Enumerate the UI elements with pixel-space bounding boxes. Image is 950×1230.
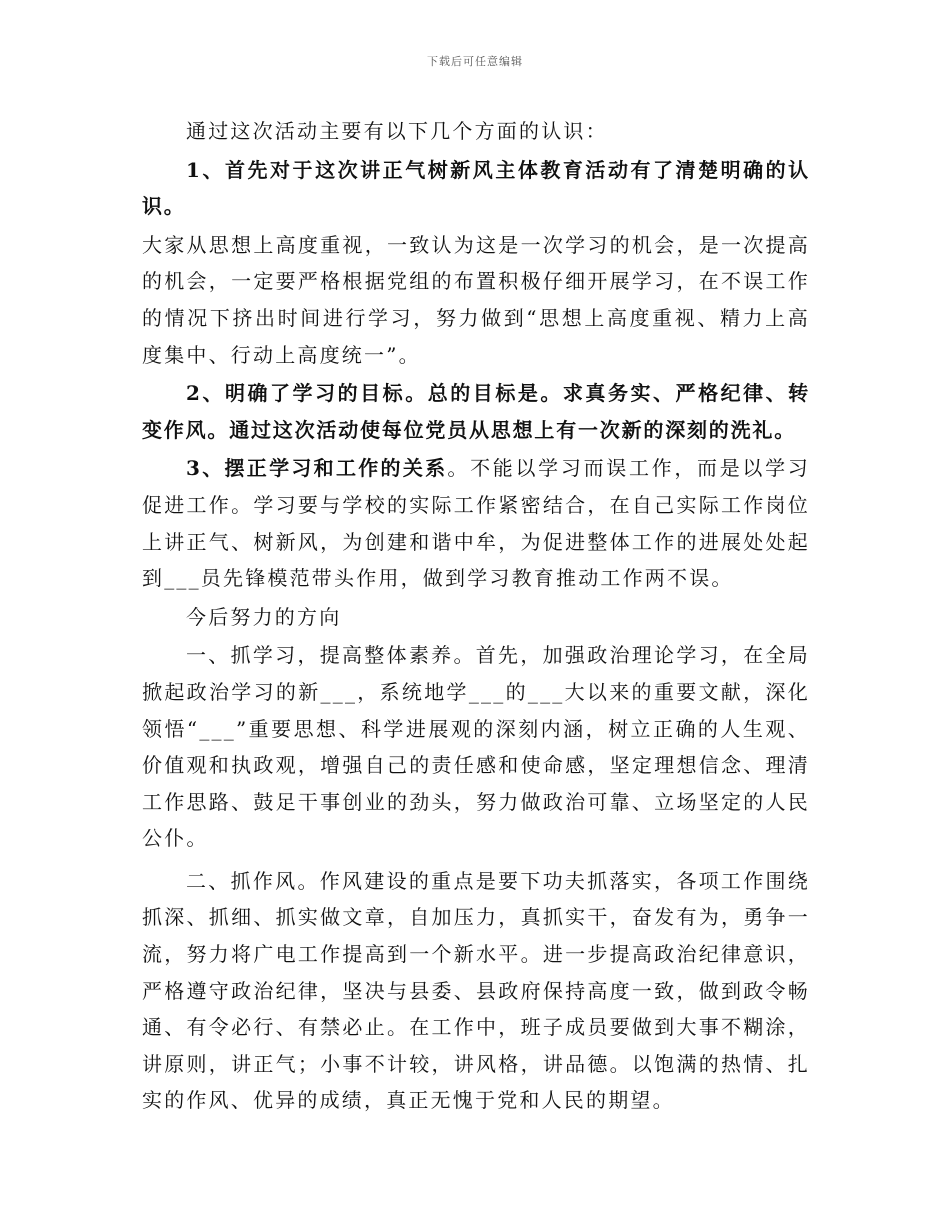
intro-paragraph: 通过这次活动主要有以下几个方面的认识： bbox=[186, 119, 608, 143]
point-2-paragraph: 2、明确了学习的目标。总的目标是。求真务实、严格纪律、转变作风。通过这次活动使每位党员从思想上有一次新的深刻的洗礼。 bbox=[142, 381, 810, 442]
point-1-body: 大家从思想上高度重视，一致认为这是一次学习的机会，是一次提高的机会，一定要严格根据党组的布置积极仔细开展学习，在不误工作的情况下挤出时间进行学习，努力做到“思想上高度重视、精力上高度集中、行动上高度统一”。 bbox=[142, 232, 810, 367]
future-item-2: 二、抓作风。作风建设的重点是要下功夫抓落实，各项工作围绕抓深、抓细、抓实做文章，自加压力，真抓实干，奋发有为，勇争一流，努力将广电工作提高到一个新水平。进一步提高政治纪律意识，严格遵守政治纪律，坚决与县委、县政府保持高度一致，做到政令畅通、有令必行、有禁必止。在工作中，班子成员要做到大事不糊涂，讲原则，讲正气；小事不计较，讲风格，讲品德。以饱满的热情、扎实的作风、优异的成绩，真正无愧于党和人民的期望。 bbox=[142, 868, 810, 1113]
point-3-lead: 3、摆正学习和工作的关系 bbox=[186, 456, 448, 481]
point-3-rest: 。不能以学习而误工作，而是以学习促进工作。学习要与学校的实际工作紧密结合，在自己实际工作岗位上讲正气、树新风，为创建和谐中牟，为促进整体工作的进展处处起到___员先锋模范带头作用，做到学习教育推动工作两不误。 bbox=[142, 456, 810, 591]
future-item-1: 一、抓学习，提高整体素养。首先，加强政治理论学习，在全局掀起政治学习的新___，系统地学___的___大以来的重要文献，深化领悟“___”重要思想、科学进展观的深刻内涵，树立正确的人生观、价值观和执政观，增强自己的责任感和使命感，坚定理想信念、理清工作思路、鼓足干事创业的劲头，努力做政治可靠、立场坚定的人民公仆。 bbox=[142, 643, 810, 851]
document-body bbox=[142, 113, 810, 1121]
future-direction-heading: 今后努力的方向 bbox=[186, 604, 342, 629]
page-header: 下载后可任意编辑 bbox=[427, 55, 523, 68]
point-3-paragraph bbox=[142, 450, 810, 596]
point-1-heading: 1、首先对于这次讲正气树新风主体教育活动有了清楚明确的认识。 bbox=[142, 157, 810, 219]
